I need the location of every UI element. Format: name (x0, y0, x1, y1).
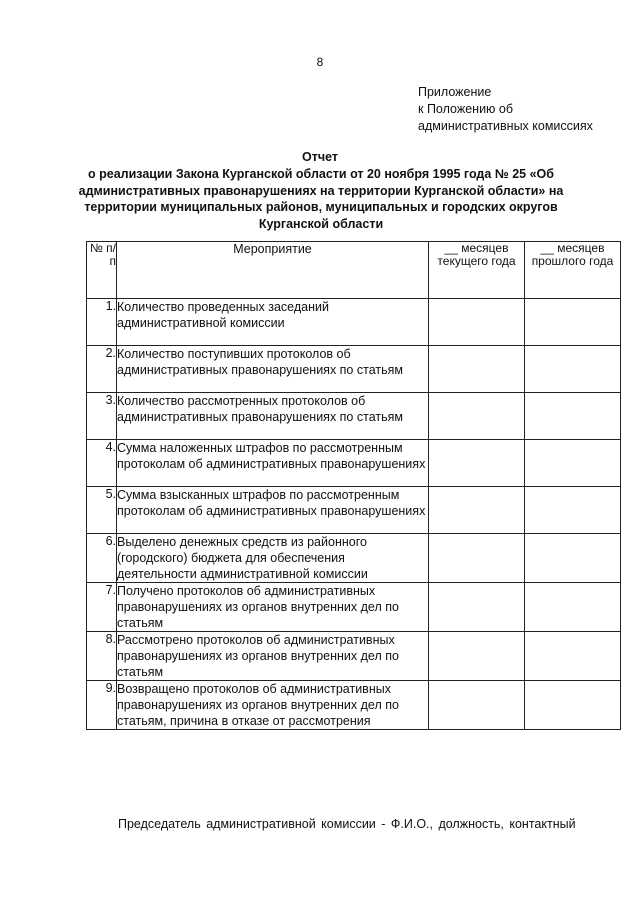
header-current-period: __ месяцев текущего года (429, 242, 525, 299)
current-value-cell (429, 681, 525, 730)
row-number: 9. (87, 681, 117, 730)
signature-line: Председатель административной комиссии - Ф.И.О., должность, контактный (118, 817, 576, 831)
row-number: 6. (87, 534, 117, 583)
row-activity: Количество поступивших протоколов об административных правонарушениях по статьям (117, 346, 429, 393)
page-number: 8 (316, 55, 324, 69)
current-value-cell (429, 440, 525, 487)
row-activity: Количество проведенных заседаний административной комиссии (117, 299, 429, 346)
table-row (87, 346, 621, 393)
row-activity: Рассмотрено протоколов об административных правонарушениях из органов внутренних дел по статьям (117, 632, 429, 681)
header-previous-period: __ месяцев прошлого года (525, 242, 621, 299)
appendix-line-2: к Положению об (418, 102, 514, 116)
row-number: 7. (87, 583, 117, 632)
current-value-cell (429, 583, 525, 632)
current-value-cell (429, 393, 525, 440)
report-subtitle: о реализации Закона Курганской области от 20 ноября 1995 года № 25 «Об административных правонарушениях на территории Курганской области» на территории муниципальных районов, муниципальных и городских округов Курганской области (78, 167, 564, 231)
table-row (87, 393, 621, 440)
table-row (87, 583, 621, 632)
previous-value-cell (525, 299, 621, 346)
report-table (86, 241, 621, 730)
table-row (87, 440, 621, 487)
row-number: 5. (87, 487, 117, 534)
header-number: № п/п (87, 242, 117, 299)
appendix-note (418, 84, 593, 135)
previous-value-cell (525, 346, 621, 393)
row-activity: Количество рассмотренных протоколов об административных правонарушениях по статьям (117, 393, 429, 440)
previous-value-cell (525, 583, 621, 632)
row-number: 2. (87, 346, 117, 393)
row-number: 8. (87, 632, 117, 681)
row-activity: Сумма взысканных штрафов по рассмотренным протоколам об административных правонарушениях (117, 487, 429, 534)
row-activity: Получено протоколов об административных правонарушениях из органов внутренних дел по статьям (117, 583, 429, 632)
table-row (87, 299, 621, 346)
row-activity: Сумма наложенных штрафов по рассмотренным протоколам об административных правонарушениях (117, 440, 429, 487)
header-activity: Мероприятие (117, 242, 429, 299)
current-value-cell (429, 299, 525, 346)
appendix-line-3: административных комиссиях (418, 119, 593, 133)
current-value-cell (429, 346, 525, 393)
previous-value-cell (525, 534, 621, 583)
row-activity: Возвращено протоколов об административных правонарушениях из органов внутренних дел по статьям, причина в отказе от рассмотрения (117, 681, 429, 730)
previous-value-cell (525, 632, 621, 681)
row-number: 1. (87, 299, 117, 346)
row-activity: Выделено денежных средств из районного (городского) бюджета для обеспечения деятельности административной комиссии (117, 534, 429, 583)
row-number: 3. (87, 393, 117, 440)
appendix-line-1: Приложение (418, 85, 492, 99)
current-value-cell (429, 534, 525, 583)
current-value-cell (429, 632, 525, 681)
table-row (87, 681, 621, 730)
previous-value-cell (525, 487, 621, 534)
table-row (87, 632, 621, 681)
row-number: 4. (87, 440, 117, 487)
previous-value-cell (525, 681, 621, 730)
report-title: Отчет (301, 150, 338, 164)
table-row (87, 487, 621, 534)
table-header-row (87, 242, 621, 299)
table-row (87, 534, 621, 583)
current-value-cell (429, 487, 525, 534)
previous-value-cell (525, 393, 621, 440)
previous-value-cell (525, 440, 621, 487)
